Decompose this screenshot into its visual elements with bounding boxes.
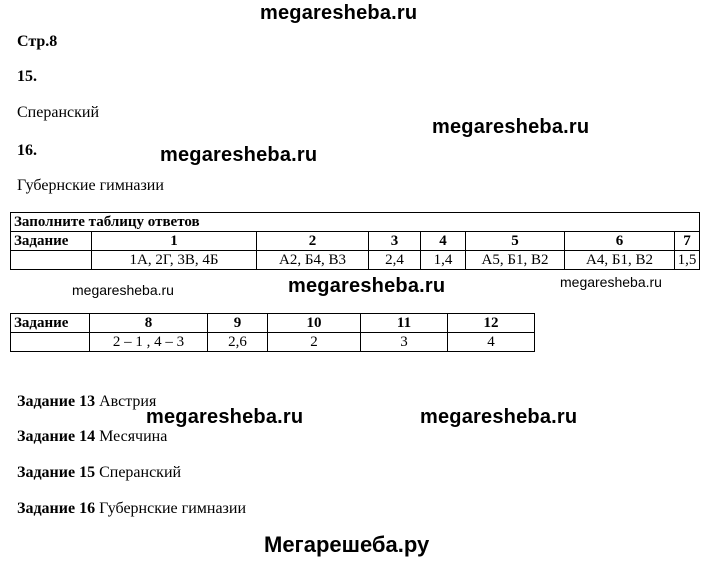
item-number: 15. bbox=[17, 68, 37, 85]
task-line bbox=[17, 500, 246, 518]
row-label: Задание bbox=[11, 232, 92, 251]
table-cell-empty bbox=[11, 333, 90, 352]
table-cell: 4 bbox=[448, 333, 535, 352]
table-cell: А2, Б4, В3 bbox=[257, 251, 369, 270]
task-line bbox=[17, 464, 181, 482]
table-cell: 2 bbox=[268, 333, 361, 352]
task-line bbox=[17, 428, 167, 446]
answers-table-1 bbox=[10, 212, 700, 270]
table-cell: 1А, 2Г, 3В, 4Б bbox=[92, 251, 257, 270]
table-header-cell: 5 bbox=[466, 232, 565, 251]
task-answer: Губернские гимназии bbox=[99, 500, 246, 517]
watermark-table-right: megaresheba.ru bbox=[560, 274, 662, 290]
table-cell: 1,5 bbox=[675, 251, 700, 270]
task-answer: Месячина bbox=[99, 428, 168, 445]
table-header-cell: 4 bbox=[421, 232, 466, 251]
task-line bbox=[17, 393, 156, 411]
table-header-cell: 10 bbox=[268, 314, 361, 333]
table-cell: 2,4 bbox=[369, 251, 421, 270]
table-header-cell: 3 bbox=[369, 232, 421, 251]
table-cell-empty bbox=[11, 251, 92, 270]
watermark-bottom-right: megaresheba.ru bbox=[420, 406, 578, 428]
table-header-row bbox=[11, 232, 700, 251]
item-number: 16. bbox=[17, 142, 37, 159]
footer-site-name: Мегарешеба.ру bbox=[264, 532, 430, 557]
task-answer: Сперанский bbox=[99, 464, 182, 481]
table-header-cell: 2 bbox=[257, 232, 369, 251]
watermark-bottom-left: megaresheba.ru bbox=[146, 406, 304, 428]
watermark-table-left: megaresheba.ru bbox=[72, 282, 174, 298]
task-label: Задание 14 bbox=[17, 428, 96, 445]
task-answer: Австрия bbox=[99, 393, 157, 410]
table-header-cell: 6 bbox=[565, 232, 675, 251]
table-cell: 3 bbox=[361, 333, 448, 352]
watermark-mid-left: megaresheba.ru bbox=[160, 144, 318, 166]
table-cell: 2 – 1 , 4 – 3 bbox=[90, 333, 208, 352]
task-label: Задание 15 bbox=[17, 464, 96, 481]
table-header-cell: 7 bbox=[675, 232, 700, 251]
watermark-mid-right: megaresheba.ru bbox=[432, 116, 590, 138]
task-label: Задание 16 bbox=[17, 500, 96, 517]
table-cell: А5, Б1, В2 bbox=[466, 251, 565, 270]
watermark-table-center: megaresheba.ru bbox=[288, 275, 446, 297]
table-cell: 2,6 bbox=[208, 333, 268, 352]
table-row bbox=[11, 251, 700, 270]
answers-table-2 bbox=[10, 313, 535, 352]
table-header-cell: 8 bbox=[90, 314, 208, 333]
item-answer: Сперанский bbox=[17, 104, 99, 121]
table-caption: Заполните таблицу ответов bbox=[11, 213, 700, 232]
item-answer: Губернские гимназии bbox=[17, 177, 164, 194]
table-cell: А4, Б1, В2 bbox=[565, 251, 675, 270]
table-header-cell: 9 bbox=[208, 314, 268, 333]
table-header-cell: 12 bbox=[448, 314, 535, 333]
table-header-cell: 1 bbox=[92, 232, 257, 251]
table-row bbox=[11, 333, 535, 352]
task-label: Задание 13 bbox=[17, 393, 96, 410]
table-header-row bbox=[11, 314, 535, 333]
table-cell: 1,4 bbox=[421, 251, 466, 270]
table-header-cell: 11 bbox=[361, 314, 448, 333]
watermark-top: megaresheba.ru bbox=[260, 2, 418, 24]
page-label: Стр.8 bbox=[17, 33, 58, 50]
row-label: Задание bbox=[11, 314, 90, 333]
